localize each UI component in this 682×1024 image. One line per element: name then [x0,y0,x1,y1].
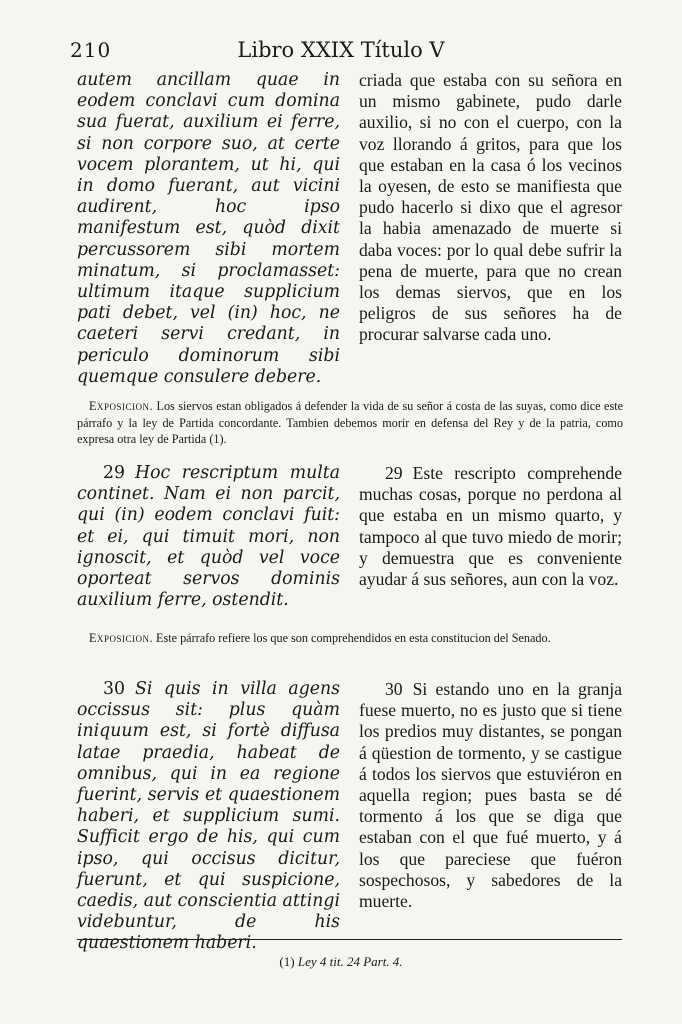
section-3 [77,679,622,955]
footnote-rule [77,939,622,940]
page-number: 210 [70,38,112,62]
latin-paragraph-30 [77,679,340,955]
paragraph-number: 29 [385,463,403,483]
exposicion-label: Exposicion. [89,399,153,413]
footnote [0,954,682,970]
paragraph-number: 30 [385,679,403,699]
exposicion-2 [77,630,623,647]
exposicion-text: Este párrafo refiere los que son comprehendidos en esta constitucion del Senado. [156,631,551,645]
spanish-text-1: criada que estaba con su señora en un mismo gabinete, pudo darle auxilio, si no con el cuerpo, con la voz llorando á gritos, para que los que estaban en la casa ó los vecinos la oyesen, de esto se manifiesta que pudo hacerlo si dixo que el agresor la habia amenazado de muerte si daba voces: por lo qual debe sufrir la pena de muerte, para que no crean los demas siervos, que en los peligros de sus señores ha de procurar salvarse cada uno. [359,70,622,345]
latin-text-3: Si quis in villa agens occissus sit: plus quàm iniquum est, si fortè diffusa latae praedia, habeat de omnibus, qui in ea regione fuerint, servis et quaestionem haberi, et supplicium sumi. Sufficit ergo de his, qui cum ipso, qui occisus dicitur, fuerunt, et qui suspicione, caedis, aut conscientia attingi videbuntur, de his quaestionem haberi. [77,679,340,954]
footnote-text: Ley 4 tit. 24 Part. 4. [297,954,403,969]
latin-text-1: autem ancillam quae in eodem conclavi cum domina sua fuerat, auxilium ei ferre, si non corpore suo, at certe vocem plorantem, ut hi, qui in domo fuerant, aut vicini audirent, hoc ipso manifestum est, quòd dixit percussorem sibi mortem minatum, si proclamasset: ultimum itaque supplicium pati debet, vel (in) hoc, ne caeteri servi credant, in periculo dominorum sibi quemque consulere debere. [77,70,340,387]
section-2 [77,463,622,611]
spanish-text-3: Si estando uno en la granja fuese muerto, no es justo que si tiene los predios muy distantes, se pongan á qüestion de tormento, y se castigue á todos los siervos que estuviéron en aquella region; pues basta se dé tormento á los que se diga que estaban con el que fué muerto, y á los que pareciese que fuéron sospechosos, y sabedores de la muerte. [359,679,622,912]
exposicion-text: Los siervos estan obligados á defender la vida de su señor á costa de las suyas, como dice este párrafo y la ley de Partida concordante. Tambien debemos morir en defensa del Rey y de la patria, como expresa otra ley de Partida (1). [77,399,624,447]
running-title: Libro XXIX Título V [237,38,445,62]
spanish-paragraph-29 [359,463,622,611]
footnote-marker: (1) [279,954,295,969]
spanish-paragraph-30 [359,679,622,955]
spanish-text-2: Este rescripto comprehende muchas cosas, porque no perdona al que estaba en un mismo quarto, y tampoco al que tuvo miedo de morir; y demuestra que es conveniente ayudar á sus señores, aun con la voz. [359,463,622,590]
exposicion-1 [77,398,623,448]
paragraph-number: 30 [103,679,125,699]
latin-paragraph-29 [77,463,340,611]
paragraph-number: 29 [103,463,125,483]
latin-text-2: Hoc rescriptum multa continet. Nam ei non parcit, qui (in) eodem conclavi fuit: et ei, qui timuit mori, non ignoscit, et quòd vel voce oporteat servos dominis auxilium ferre, ostendit. [77,463,340,611]
exposicion-label: Exposicion. [89,631,153,645]
section-1 [77,70,622,388]
